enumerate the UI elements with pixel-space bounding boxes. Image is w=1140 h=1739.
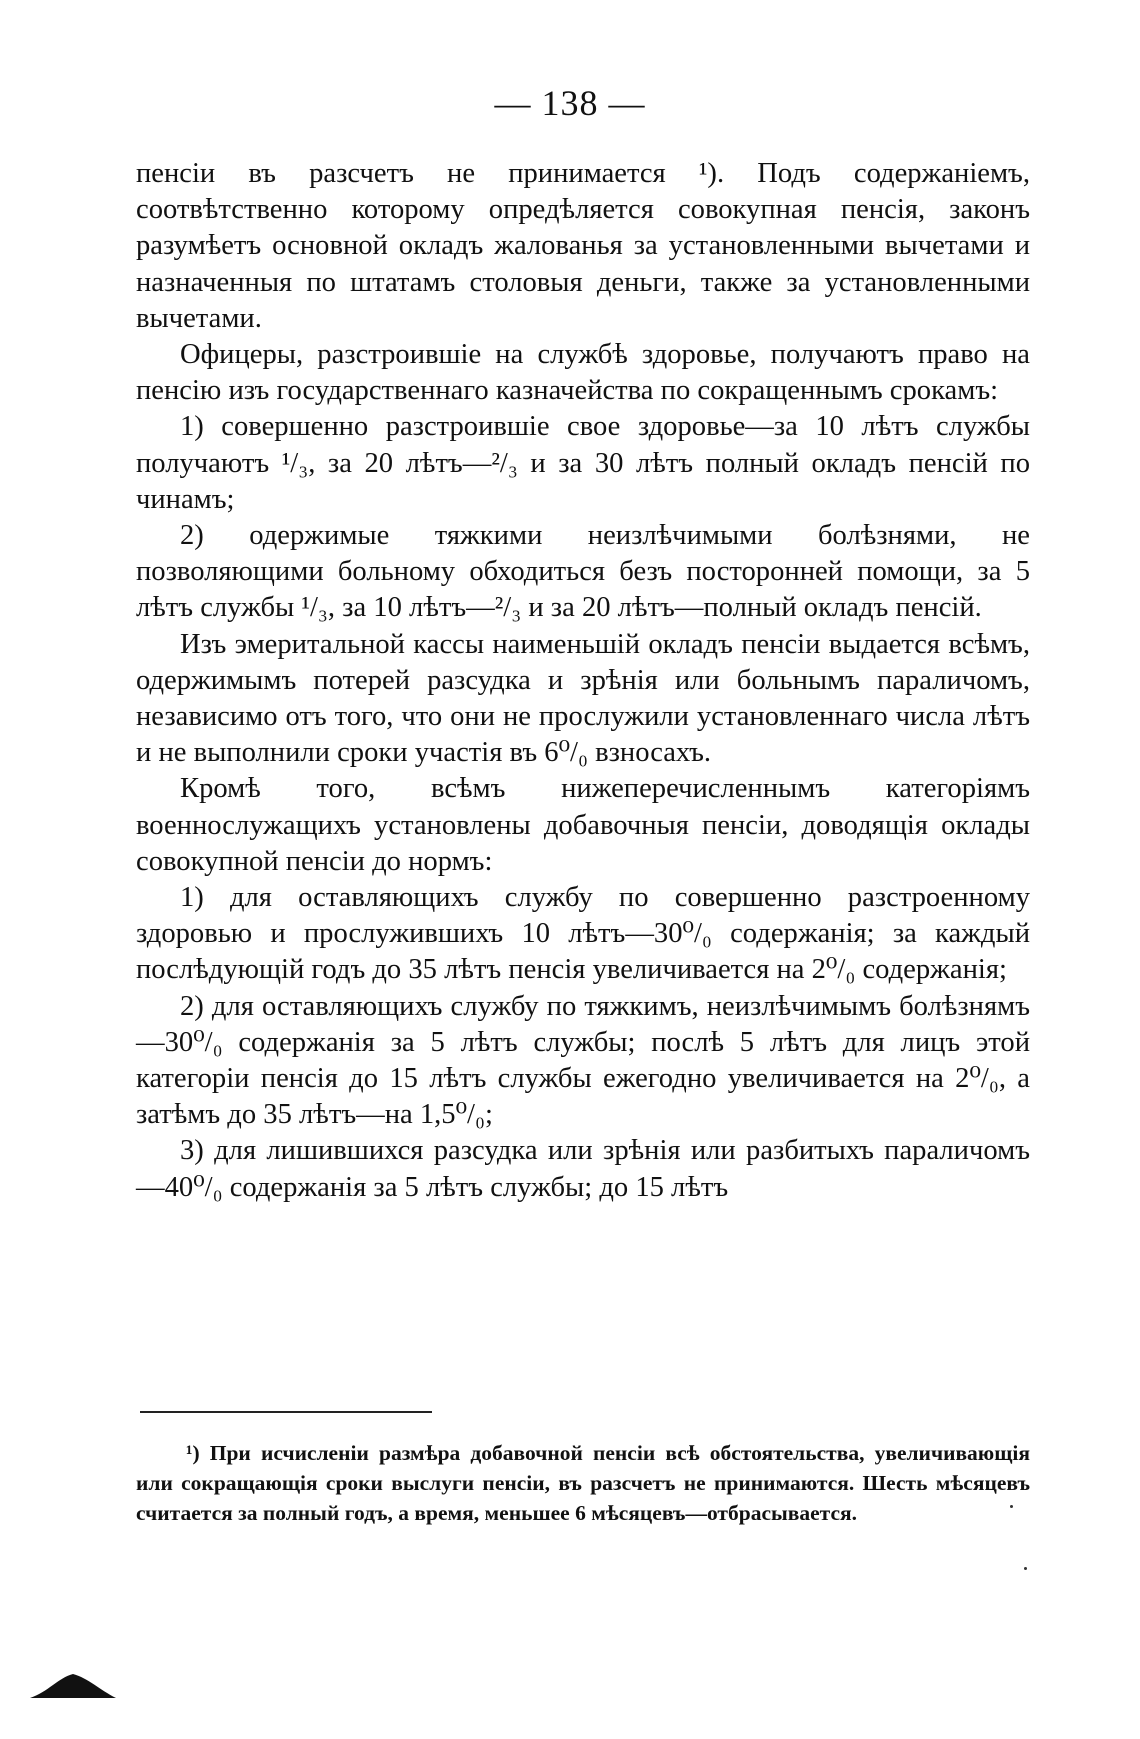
paragraph-4: Кромѣ того, всѣмъ нижеперечисленнымъ категоріямъ военнослужащихъ установлены добавочныя пенсіи, доводящія оклады совокупной пенсіи до нормъ:	[136, 773, 1030, 877]
main-text	[136, 156, 1030, 1206]
page-number: — 138 —	[494, 83, 646, 123]
printer-ornament-icon	[28, 1670, 118, 1700]
list-item-3: 1) для оставляющихъ службу по совершенно разстроенному здоровью и прослужившихъ 10 лѣтъ—30⁰/₀ содержанія; за каждый послѣдующій годъ до 35 лѣтъ пенсія увеличивается на 2⁰/₀ содержанія;	[136, 882, 1030, 986]
print-speck	[1010, 1505, 1013, 1508]
paragraph-2: Офицеры, разстроившіе на службѣ здоровье, получаютъ право на пенсію изъ государственнаго казначейства по сокращеннымъ срокамъ:	[136, 339, 1030, 407]
list-item-5: 3) для лишившихся разсудка или зрѣнія или разбитыхъ параличомъ—40⁰/₀ содержанія за 5 лѣтъ службы; до 15 лѣтъ	[136, 1135, 1030, 1203]
footnote-text: ¹) При исчисленіи размѣра добавочной пенсіи всѣ обстоятельства, увеличивающія или сокращающія сроки выслуги пенсіи, въ разсчетъ не принимаются. Шесть мѣсяцевъ считается за полный годъ, а время, меньшее 6 мѣсяцевъ—отбрасывается.	[136, 1441, 1030, 1525]
list-item-1: 1) совершенно разстроившіе свое здоровье—за 10 лѣтъ службы получаютъ ¹/₃, за 20 лѣтъ—²/₃ и за 30 лѣтъ полный окладъ пенсій по чинамъ;	[136, 411, 1030, 515]
footnote-separator	[140, 1411, 432, 1413]
print-speck	[1024, 1567, 1027, 1570]
paragraph-1: пенсіи въ разсчетъ не принимается ¹). Подъ содержаніемъ, соотвѣтственно которому опредѣляется совокупная пенсія, законъ разумѣетъ основной окладъ жалованья за установленными вычетами и назначенныя по штатамъ столовыя деньги, также за установленными вычетами.	[136, 158, 1030, 334]
list-item-2: 2) одержимые тяжкими неизлѣчимыми болѣзнями, не позволяющими больному обходиться безъ посторонней помощи, за 5 лѣтъ службы ¹/₃, за 10 лѣтъ—²/₃ и за 20 лѣтъ—полный окладъ пенсій.	[136, 520, 1030, 624]
footnote	[136, 1438, 1030, 1528]
paragraph-3: Изъ эмеритальной кассы наименьшій окладъ пенсіи выдается всѣмъ, одержимымъ потерей разсудка и зрѣнія или больнымъ параличомъ, независимо отъ того, что они не прослужили установленнаго числа лѣтъ и не выполнили сроки участія въ 6⁰/₀ взносахъ.	[136, 628, 1030, 769]
list-item-4: 2) для оставляющихъ службу по тяжкимъ, неизлѣчимымъ болѣзнямъ—30⁰/₀ содержанія за 5 лѣтъ службы; послѣ 5 лѣтъ для лицъ этой категоріи пенсія до 15 лѣтъ службы ежегодно увеличивается на 2⁰/₀, а затѣмъ до 35 лѣтъ—на 1,5⁰/₀;	[136, 990, 1030, 1131]
